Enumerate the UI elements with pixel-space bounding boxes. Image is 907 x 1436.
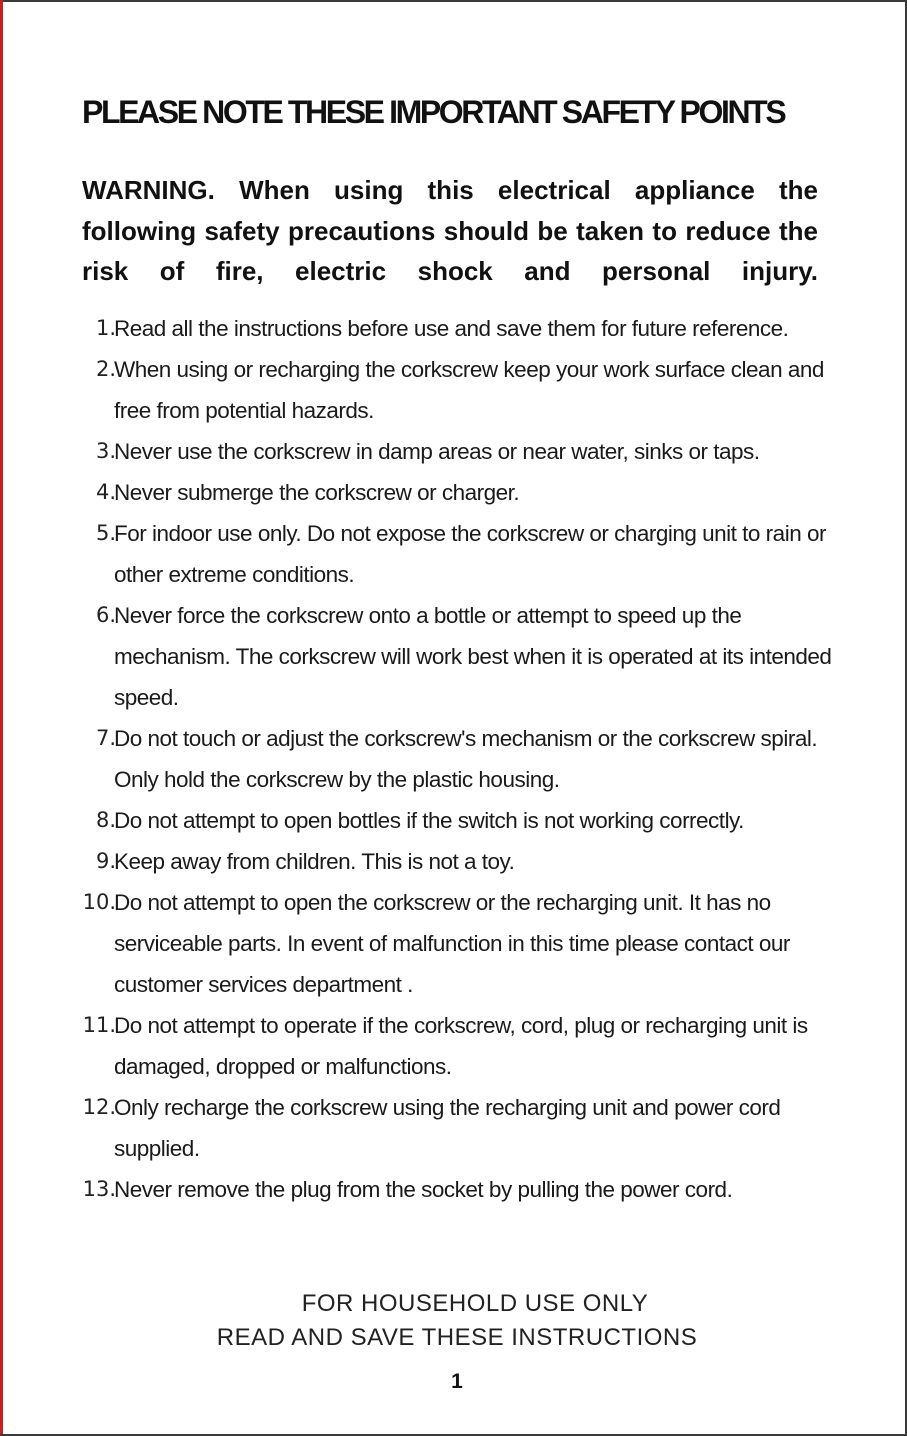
list-item (60, 841, 850, 882)
item-number: 11. (82, 1013, 116, 1037)
warning-paragraph: WARNING. When using this electrical appliance the following safety precautions should be taken to reduce the risk of fire, electric shock and personal injury. (82, 175, 818, 286)
item-text: Do not attempt to operate if the corkscrew, cord, plug or recharging unit is damaged, dropped or malfunctions. (114, 1013, 808, 1079)
item-number: 8. (95, 808, 116, 832)
item-text: When using or recharging the corkscrew keep your work surface clean and free from potential hazards. (114, 357, 824, 423)
list-item (60, 718, 850, 800)
item-number: 5. (95, 521, 116, 545)
item-text: For indoor use only. Do not expose the corkscrew or charging unit to rain or other extreme conditions. (114, 521, 826, 587)
item-number: 4. (95, 480, 116, 504)
list-item (60, 1169, 850, 1210)
item-number: 7. (95, 726, 116, 750)
item-text: Keep away from children. This is not a toy. (114, 849, 515, 874)
list-item (60, 800, 850, 841)
item-number: 13. (82, 1177, 116, 1201)
item-text: Never remove the plug from the socket by pulling the power cord. (114, 1177, 733, 1202)
item-number: 10. (82, 890, 116, 914)
list-item (60, 349, 850, 431)
item-number: 6. (95, 603, 116, 627)
item-text: Never force the corkscrew onto a bottle or attempt to speed up the mechanism. The corkscrew will work best when it is operated at its intended speed. (114, 603, 832, 710)
list-item (60, 595, 850, 718)
item-number: 1. (95, 316, 116, 340)
item-number: 2. (95, 357, 116, 381)
page-number: 1 (451, 1370, 463, 1393)
item-number: 9. (95, 849, 116, 873)
list-item (60, 1005, 850, 1087)
page-title: PLEASE NOTE THESE IMPORTANT SAFETY POINTS (82, 94, 785, 130)
item-text: Never use the corkscrew in damp areas or near water, sinks or taps. (114, 439, 760, 464)
footer-household-notice: FOR HOUSEHOLD USE ONLY (301, 1290, 649, 1317)
item-text: Read all the instructions before use and save them for future reference. (114, 316, 789, 341)
footer-save-instructions: READ AND SAVE THESE INSTRUCTIONS (216, 1324, 698, 1351)
item-text: Do not attempt to open bottles if the switch is not working correctly. (114, 808, 744, 833)
item-text: Do not touch or adjust the corkscrew's mechanism or the corkscrew spiral. Only hold the corkscrew by the plastic housing. (114, 726, 818, 792)
item-text: Only recharge the corkscrew using the recharging unit and power cord supplied. (114, 1095, 781, 1161)
item-text: Do not attempt to open the corkscrew or the recharging unit. It has no serviceable parts. In event of malfunction in this time please contact our customer services department . (114, 890, 790, 997)
page-border-top (0, 0, 907, 2)
item-number: 3. (95, 439, 116, 463)
list-item (60, 472, 850, 513)
list-item (60, 308, 850, 349)
item-number: 12. (82, 1095, 116, 1119)
list-item (60, 513, 850, 595)
list-item (60, 431, 850, 472)
safety-points-list (60, 308, 850, 1210)
list-item (60, 1087, 850, 1169)
item-text: Never submerge the corkscrew or charger. (114, 480, 520, 505)
list-item (60, 882, 850, 1005)
page-border-left (0, 0, 3, 1436)
